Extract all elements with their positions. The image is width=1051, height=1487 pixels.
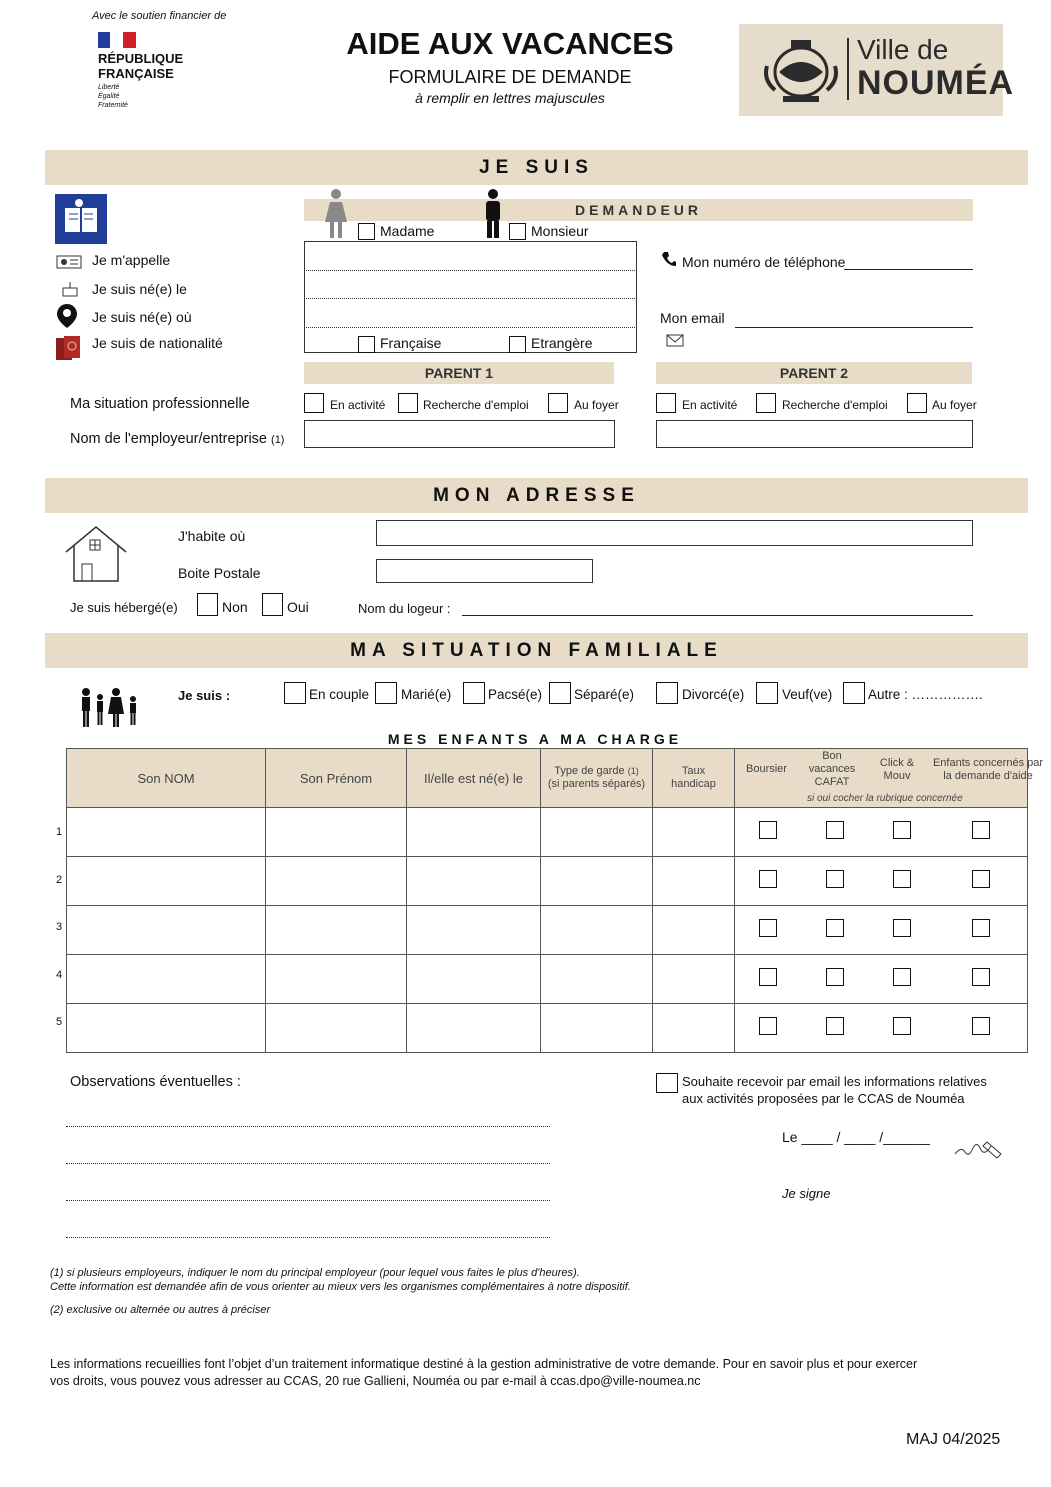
child-ne-cell[interactable] [407,857,541,906]
child-nom-cell[interactable] [67,1004,266,1053]
mail-icon [666,333,688,349]
birthplace-field[interactable] [306,327,635,328]
p1-recherche-label: Recherche d'emploi [423,398,529,412]
pro-label: Ma situation professionnelle [70,396,250,412]
heberge-label: Je suis hébergé(e) [70,600,178,615]
child-prenom-cell[interactable] [266,1004,407,1053]
signature-icon [953,1136,1005,1162]
child-prenom-cell[interactable] [266,955,407,1004]
col-click-1: Click & [879,757,915,769]
logeur-label: Nom du logeur : [358,601,451,616]
child-bon-cafat-checkbox[interactable] [826,919,844,937]
email-opt-checkbox[interactable] [656,1073,678,1093]
child-prenom-cell[interactable] [266,857,407,906]
child-concerned-cell [935,955,1028,1004]
child-handicap-cell[interactable] [653,1004,735,1053]
version-label: MAJ 04/2025 [906,1431,1001,1448]
house-icon [64,524,128,584]
republique-logo [98,32,188,112]
child-concerned-checkbox[interactable] [972,870,990,888]
woman-icon [321,188,351,240]
francaise-label: Française [380,335,442,351]
child-row [67,1004,1028,1053]
child-click-mouv-checkbox[interactable] [893,968,911,986]
fam-opt-6-label: Autre : ……………. [868,687,983,702]
child-bon-cafat-checkbox[interactable] [826,1017,844,1035]
monsieur-checkbox[interactable] [509,223,526,240]
child-ne-cell[interactable] [407,906,541,955]
city-logo [739,24,1015,116]
row-number: 1 [56,826,63,838]
parent1-band [304,362,614,384]
child-click-mouv-checkbox[interactable] [893,1017,911,1035]
privacy-line2: vos droits, vous pouvez vous adresser au CCAS, 20 rue Gallieni, Nouméa ou par e-mail à ccas.dpo@ville-noumea.nc [50,1374,701,1388]
child-boursier-checkbox[interactable] [759,919,777,937]
sign-label: Je signe [782,1186,831,1201]
page-instruction: à remplir en lettres majuscules [415,90,605,106]
city-line1: Ville de [857,34,949,65]
parent2-label: PARENT 2 [779,365,849,381]
row-number: 4 [56,968,63,981]
footnote-1b: Cette information est demandée afin de vous orienter au mieux vers les organismes complémentaires à notre dispositif. [50,1281,631,1293]
col-garde-sub: (si parents séparés) [547,778,646,790]
observations-label: Observations éventuelles : [70,1074,241,1090]
col-bon-1: Bon [822,750,842,762]
logeur-field[interactable] [462,615,973,616]
cake-icon [60,280,80,298]
fam-opt-4-checkbox[interactable] [656,682,678,704]
name-label: Je m'appelle [92,252,171,268]
p2-recherche-label: Recherche d'emploi [782,398,888,412]
col-enfants-2: la demande d'aide [943,770,1033,782]
fam-opt-1-checkbox[interactable] [375,682,397,704]
child-prenom-cell[interactable] [266,906,407,955]
birthdate-field[interactable] [306,298,635,299]
fam-opt-2-checkbox[interactable] [463,682,485,704]
fam-opt-2-label: Pacsé(e) [488,687,543,702]
madame-checkbox[interactable] [358,223,375,240]
heberge-oui-checkbox[interactable] [262,593,283,616]
observation-line-1[interactable] [66,1126,550,1127]
col-click-2: Mouv [883,770,911,782]
page-subtitle: FORMULAIRE DE DEMANDE [388,67,632,87]
bp-field[interactable] [376,559,593,583]
p1-recherche-checkbox[interactable] [398,393,418,413]
col-garde-note: (1) [627,766,639,776]
child-concerned-checkbox[interactable] [972,919,990,937]
name-field[interactable] [306,270,635,271]
p2-au-foyer-label: Au foyer [932,398,977,412]
child-bon-cafat-cell [801,857,869,906]
parent1-label: PARENT 1 [424,365,494,381]
child-prenom-cell[interactable] [266,808,407,857]
p2-en-activite-checkbox[interactable] [656,393,676,413]
fam-opt-1-label: Marié(e) [401,687,452,702]
child-row [67,857,1028,906]
child-click-mouv-cell [869,1004,935,1053]
child-bon-cafat-checkbox[interactable] [826,968,844,986]
bp-label: Boite Postale [178,565,261,581]
employer-label-text: Nom de l'employeur/entreprise [70,431,267,447]
col-bon [807,750,857,789]
habite-label: J'habite où [178,528,246,544]
child-garde-cell[interactable] [541,906,653,955]
employer-note: (1) [271,434,285,446]
rf-line2: FRANÇAISE [98,66,174,81]
child-boursier-checkbox[interactable] [759,968,777,986]
family-icon [78,686,144,730]
marianne-flag-icon [98,32,136,48]
p1-au-foyer-label: Au foyer [574,398,619,412]
col-bon-2: vacances [808,763,856,775]
demandeur-band [304,199,973,221]
phone-field[interactable] [844,269,973,270]
fam-opt-0-checkbox[interactable] [284,682,306,704]
fam-opt-4-label: Divorcé(e) [682,687,745,702]
city-line2: NOUMÉA [857,64,1015,102]
child-click-mouv-cell [869,955,935,1004]
col-garde [541,749,653,808]
child-boursier-cell [735,857,802,906]
footnote-1a: (1) si plusieurs employeurs, indiquer le nom du principal employeur (pour lequel vous faites le plus d'heures). [50,1267,580,1279]
rf-line1: RÉPUBLIQUE [98,51,184,66]
child-click-mouv-cell [869,906,935,955]
child-garde-cell[interactable] [541,857,653,906]
section-title-adresse: MON ADRESSE [433,485,640,506]
city-crest-icon [761,36,841,106]
section-famille [45,633,1028,668]
col-enfants [929,757,1047,783]
child-ne-cell[interactable] [407,955,541,1004]
col-bon-3: CAFAT [814,776,850,788]
heberge-non-label: Non [222,599,248,615]
employer-label [70,431,284,447]
col-click [873,757,921,783]
child-handicap-cell[interactable] [653,808,735,857]
fam-opt-0-label: En couple [309,687,370,702]
p1-en-activite-label: En activité [330,398,386,412]
child-concerned-cell [935,1004,1028,1053]
child-ne-cell[interactable] [407,808,541,857]
page-title: AIDE AUX VACANCES [346,26,674,61]
p1-employer-field[interactable] [304,420,615,448]
child-handicap-cell[interactable] [653,955,735,1004]
child-boursier-cell [735,906,802,955]
man-icon [478,188,508,240]
section-je-suis [45,150,1028,185]
enfants-title: MES ENFANTS A MA CHARGE [387,731,683,747]
demandeur-label: DEMANDEUR [575,202,702,218]
birth-label: Je suis né(e) le [92,281,187,297]
children-table-header [67,749,1028,808]
fam-opt-6-checkbox[interactable] [843,682,865,704]
child-bon-cafat-checkbox[interactable] [826,870,844,888]
observation-line-4[interactable] [66,1237,550,1238]
fam-opt-3-label: Séparé(e) [574,687,635,702]
child-concerned-cell [935,808,1028,857]
observation-line-3[interactable] [66,1200,550,1201]
birthplace-label: Je suis né(e) où [92,309,192,325]
row-number: 2 [56,873,63,886]
address-field[interactable] [376,520,973,546]
child-click-mouv-cell [869,857,935,906]
child-bon-cafat-cell [801,808,869,857]
section-adresse [45,478,1028,513]
fam-opt-5-checkbox[interactable] [756,682,778,704]
child-row [67,955,1028,1004]
child-nom-cell[interactable] [67,808,266,857]
child-nom-cell[interactable] [67,906,266,955]
child-boursier-checkbox[interactable] [759,821,777,839]
child-click-mouv-cell [869,808,935,857]
child-concerned-checkbox[interactable] [972,968,990,986]
child-click-mouv-checkbox[interactable] [893,919,911,937]
col-handicap-1: Taux [681,765,706,777]
child-bon-cafat-cell [801,955,869,1004]
child-nom-cell[interactable] [67,955,266,1004]
passport-icon [54,334,82,362]
p2-au-foyer-checkbox[interactable] [907,393,927,413]
child-bon-cafat-checkbox[interactable] [826,821,844,839]
col-boursier: Boursier [746,763,787,775]
col-enfants-1: Enfants concernés par [932,757,1044,769]
child-bon-cafat-cell [801,906,869,955]
child-concerned-checkbox[interactable] [972,1017,990,1035]
id-card-icon [56,254,82,270]
row-number: 3 [56,921,63,933]
easy-read-icon [55,194,107,244]
child-handicap-cell[interactable] [653,906,735,955]
fam-opt-3-checkbox[interactable] [549,682,571,704]
child-boursier-checkbox[interactable] [759,870,777,888]
support-text: Avec le soutien financier de [92,10,227,22]
date-line[interactable]: Le ____ / ____ /______ [782,1129,930,1145]
col-aides [735,749,1044,808]
child-nom-cell[interactable] [67,857,266,906]
email-field[interactable] [735,327,973,328]
monsieur-label: Monsieur [531,223,589,239]
child-garde-cell[interactable] [541,1004,653,1053]
col-handicap-2: handicap [671,778,716,790]
child-boursier-checkbox[interactable] [759,1017,777,1035]
col-garde-text: Type de garde [554,765,625,777]
section-title-famille: MA SITUATION FAMILIALE [350,640,723,661]
heberge-non-checkbox[interactable] [197,593,218,616]
child-garde-cell[interactable] [541,955,653,1004]
col-nom: Son NOM [67,749,266,808]
p2-employer-field[interactable] [656,420,973,448]
p1-au-foyer-checkbox[interactable] [548,393,568,413]
privacy-line1: Les informations recueillies font l’objet d’un traitement informatique destiné à la gestion administrative de votre demande. Pour en savoir plus et pour exercer [50,1357,918,1371]
email-opt-line1: Souhaite recevoir par email les informations relatives [682,1074,987,1089]
child-boursier-cell [735,808,802,857]
p1-en-activite-checkbox[interactable] [304,393,324,413]
child-click-mouv-checkbox[interactable] [893,821,911,839]
child-concerned-cell [935,906,1028,955]
location-pin-icon [55,302,79,332]
children-table [66,748,1044,1053]
footnote-2: (2) exclusive ou alternée ou autres à préciser [50,1304,271,1316]
etrangere-label: Etrangère [531,335,593,351]
francaise-checkbox[interactable] [358,336,375,353]
child-click-mouv-checkbox[interactable] [893,870,911,888]
child-row [67,808,1028,857]
famille-je-suis-label: Je suis : [178,688,231,703]
email-label: Mon email [660,310,725,326]
col-prenom: Son Prénom [266,749,407,808]
child-bon-cafat-cell [801,1004,869,1053]
child-ne-cell[interactable] [407,1004,541,1053]
col-ne: Il/elle est né(e) le [407,749,541,808]
madame-label: Madame [380,223,435,239]
p2-en-activite-label: En activité [682,398,738,412]
observation-line-2[interactable] [66,1163,550,1164]
fam-opt-5-label: Veuf(ve) [782,687,833,702]
col-handicap [653,749,735,808]
child-row [67,906,1028,955]
row-number: 5 [56,1016,63,1028]
etrangere-checkbox[interactable] [509,336,526,353]
nationality-label: Je suis de nationalité [92,335,223,351]
section-title-je-suis: JE SUIS [479,157,594,178]
child-boursier-cell [735,955,802,1004]
phone-label: Mon numéro de téléphone [682,254,846,270]
p2-recherche-checkbox[interactable] [756,393,776,413]
rf-motto: Liberté Égalité Fraternité [98,84,128,109]
cocher-note: si oui cocher la rubrique concernée [807,793,963,804]
email-opt-line2: aux activités proposées par le CCAS de Nouméa [682,1091,965,1106]
heberge-oui-label: Oui [287,599,309,615]
child-concerned-cell [935,857,1028,906]
child-garde-cell[interactable] [541,808,653,857]
child-boursier-cell [735,1004,802,1053]
phone-icon [661,251,677,267]
child-concerned-checkbox[interactable] [972,821,990,839]
parent2-band [656,362,972,384]
child-handicap-cell[interactable] [653,857,735,906]
